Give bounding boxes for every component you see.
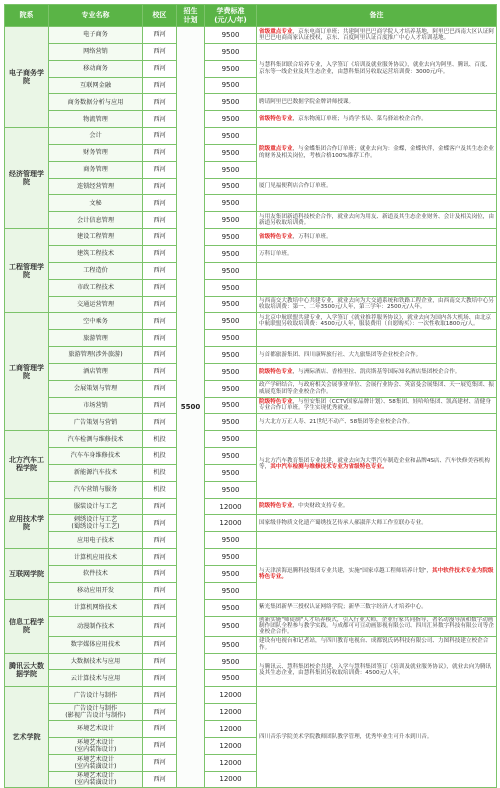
tuition-fee: 9500 bbox=[205, 549, 257, 566]
table-row bbox=[5, 195, 497, 212]
remark-highlight: 院级重点专业 bbox=[259, 146, 293, 153]
campus-name: 西河 bbox=[143, 397, 177, 414]
remark-text: ，中央财政支持专业。 bbox=[292, 503, 349, 510]
remark-text: 紫光集团新华三授权认证网络学院；新华三数字经济人才培养中心。 bbox=[259, 604, 427, 611]
college-name: 工商管理学院 bbox=[5, 313, 49, 431]
tuition-fee: 9500 bbox=[205, 397, 257, 414]
remark-text: 政产学研结合，与政府相关会展事业单位、会展行业协会、英富曼会展集团、天一展览集团、振威展览集团等企业校企合作。 bbox=[259, 382, 494, 395]
table-row bbox=[5, 515, 497, 532]
major-name: 会计信息管理 bbox=[49, 212, 143, 229]
header-fee: 学费标准 (元/人/年) bbox=[205, 5, 257, 27]
campus-name: 机投 bbox=[143, 464, 177, 481]
campus-name: 西河 bbox=[143, 144, 177, 161]
campus-name: 西河 bbox=[143, 128, 177, 145]
tuition-fee: 12000 bbox=[205, 771, 257, 788]
tuition-fee: 12000 bbox=[205, 721, 257, 738]
major-name: 网络营销 bbox=[49, 43, 143, 60]
tuition-fee: 9500 bbox=[205, 599, 257, 616]
tuition-fee: 12000 bbox=[205, 754, 257, 771]
remark-highlight: 省级特色专业 bbox=[259, 233, 293, 240]
campus-name: 西河 bbox=[143, 721, 177, 738]
table-row bbox=[5, 128, 497, 145]
remark-highlight: 院级特色专业 bbox=[259, 368, 293, 375]
major-name: 计算机应用技术 bbox=[49, 549, 143, 566]
table-row bbox=[5, 414, 497, 431]
tuition-fee: 9500 bbox=[205, 380, 257, 397]
major-name: 数字媒体应用技术 bbox=[49, 636, 143, 653]
table-body bbox=[5, 27, 497, 788]
college-name: 互联网学院 bbox=[5, 549, 49, 600]
table-row bbox=[5, 599, 497, 616]
remark-text: 四川音乐学院美术学院教师团队教学管理，优秀毕业生可升本到川音。 bbox=[259, 734, 433, 741]
remark-highlight: 省级重点专业 bbox=[259, 28, 293, 35]
campus-name: 西河 bbox=[143, 704, 177, 721]
major-name: 空中乘务 bbox=[49, 313, 143, 330]
major-name: 环境艺术设计 bbox=[49, 721, 143, 738]
remark-text: 与北京中航联盟共建专业，入学签订《就业推荐服务协议》，就业去向为国内各大机场、由北京中航联盟另收取培训费：4500元/人年，服装费用（自愿购买）：一次性收取1800元/人。 bbox=[259, 314, 492, 328]
tuition-fee: 9500 bbox=[205, 330, 257, 347]
tuition-fee: 9500 bbox=[205, 212, 257, 229]
major-name: 工程造价 bbox=[49, 262, 143, 279]
major-name: 刺绣设计与工艺 (蜀绣设计与工艺) bbox=[49, 515, 143, 532]
major-name: 动漫制作技术 bbox=[49, 616, 143, 636]
table-row bbox=[5, 431, 497, 448]
header-row bbox=[5, 5, 497, 27]
campus-name: 机投 bbox=[143, 481, 177, 498]
remark-text: 与首都旅游集团、四川康辉旅行社、大九旅集团等企业校企合作。 bbox=[259, 351, 422, 358]
tuition-fee: 9500 bbox=[205, 481, 257, 498]
remark bbox=[257, 687, 497, 788]
remark-text: 与大北方万正人寿、21世纪不动产、58集团等企业校企合作。 bbox=[259, 419, 414, 426]
campus-name: 西河 bbox=[143, 599, 177, 616]
campus-name: 机投 bbox=[143, 448, 177, 465]
major-name: 旅游管理 bbox=[49, 330, 143, 347]
tuition-fee: 9500 bbox=[205, 448, 257, 465]
remark bbox=[257, 195, 497, 212]
remark bbox=[257, 296, 497, 313]
enrollment-table bbox=[4, 4, 497, 788]
major-name: 广告设计与制作 (影视广告设计与制作) bbox=[49, 704, 143, 721]
remark bbox=[257, 397, 497, 414]
remark-text: 万科订单班。 bbox=[259, 250, 293, 257]
major-name: 交通运营管理 bbox=[49, 296, 143, 313]
remark-text: 与天津滨海迅腾科技集团专业共建，实施"国家卓越工程师培养计划"， bbox=[259, 567, 432, 574]
remark-text: 建设有电视台和记者站，与四川教育电视台、成都锐氏码科技有限公司、力图科技建立校企合作。 bbox=[259, 638, 489, 651]
tuition-fee: 9500 bbox=[205, 161, 257, 178]
remark-text: 聘请阿里巴巴数据学院金牌讲师授课。 bbox=[259, 99, 355, 106]
remark bbox=[257, 599, 497, 616]
remark-text: 厦门见福便利店合作订单班。 bbox=[259, 183, 332, 190]
campus-name: 西河 bbox=[143, 229, 177, 246]
major-name: 商务数据分析与应用 bbox=[49, 94, 143, 111]
tuition-fee: 9500 bbox=[205, 670, 257, 687]
table-row bbox=[5, 178, 497, 195]
major-name: 文秘 bbox=[49, 195, 143, 212]
header-note: 备注 bbox=[257, 5, 497, 27]
remark bbox=[257, 27, 497, 44]
campus-name: 西河 bbox=[143, 771, 177, 788]
major-name: 汽车检测与维修技术 bbox=[49, 431, 143, 448]
campus-name: 西河 bbox=[143, 414, 177, 431]
major-name: 计算机网络技术 bbox=[49, 599, 143, 616]
campus-name: 西河 bbox=[143, 653, 177, 670]
remark bbox=[257, 363, 497, 380]
header-campus: 校区 bbox=[143, 5, 177, 27]
campus-name: 西河 bbox=[143, 582, 177, 599]
tuition-fee: 9500 bbox=[205, 313, 257, 330]
campus-name: 西河 bbox=[143, 549, 177, 566]
campus-name: 西河 bbox=[143, 566, 177, 583]
campus-name: 西河 bbox=[143, 279, 177, 296]
major-name: 会展策划与管理 bbox=[49, 380, 143, 397]
enrollment-table-container bbox=[4, 4, 496, 787]
remark bbox=[257, 43, 497, 94]
remark bbox=[257, 532, 497, 549]
remark bbox=[257, 212, 497, 229]
table-row bbox=[5, 313, 497, 330]
tuition-fee: 9500 bbox=[205, 60, 257, 77]
remark bbox=[257, 515, 497, 532]
remark bbox=[257, 229, 497, 246]
tuition-fee: 12000 bbox=[205, 737, 257, 754]
tuition-fee: 9500 bbox=[205, 262, 257, 279]
remark bbox=[257, 111, 497, 128]
major-name: 酒店管理 bbox=[49, 363, 143, 380]
tuition-fee: 9500 bbox=[205, 77, 257, 94]
major-name: 旅游管理(涉外旅游) bbox=[49, 347, 143, 364]
tuition-fee: 9500 bbox=[205, 532, 257, 549]
major-name: 汽车车身维修技术 bbox=[49, 448, 143, 465]
campus-name: 西河 bbox=[143, 60, 177, 77]
remark-text: ，与洲际酒店、香格里拉、凯宾斯基等国际知名酒店集团校企合作。 bbox=[292, 368, 461, 375]
campus-name: 西河 bbox=[143, 380, 177, 397]
table-row bbox=[5, 532, 497, 549]
college-name: 信息工程学院 bbox=[5, 599, 49, 653]
campus-name: 西河 bbox=[143, 212, 177, 229]
remark bbox=[257, 313, 497, 330]
campus-name: 西河 bbox=[143, 754, 177, 771]
table-row bbox=[5, 43, 497, 60]
tuition-fee: 9500 bbox=[205, 653, 257, 670]
major-name: 建设工程管理 bbox=[49, 229, 143, 246]
major-name: 环境艺术设计 (室内装饰设计) bbox=[49, 737, 143, 754]
remark-highlight: 其中软件技术专业为院级特色专业。 bbox=[259, 567, 494, 580]
major-name: 服装设计与工艺 bbox=[49, 498, 143, 515]
major-name: 互联网金融 bbox=[49, 77, 143, 94]
tuition-fee: 9500 bbox=[205, 111, 257, 128]
table-row bbox=[5, 245, 497, 262]
tuition-fee: 9500 bbox=[205, 431, 257, 448]
table-row bbox=[5, 397, 497, 414]
table-row bbox=[5, 363, 497, 380]
campus-name: 西河 bbox=[143, 245, 177, 262]
major-name: 应用电子技术 bbox=[49, 532, 143, 549]
major-name: 市场营销 bbox=[49, 397, 143, 414]
remark-text: ，万科订单班。 bbox=[292, 233, 332, 240]
campus-name: 西河 bbox=[143, 498, 177, 515]
table-row bbox=[5, 549, 497, 566]
remark bbox=[257, 94, 497, 111]
major-name: 建筑工程技术 bbox=[49, 245, 143, 262]
table-row bbox=[5, 262, 497, 279]
tuition-fee: 9500 bbox=[205, 245, 257, 262]
remark-text: ，与金蝶集团合作订单班；就业去向为：金蝶，金蝶伙伴，金蝶客户及其生态企业的财务及相关岗位，考核合格100%推荐工作。 bbox=[259, 146, 494, 159]
table-row bbox=[5, 687, 497, 704]
major-name: 市政工程技术 bbox=[49, 279, 143, 296]
campus-name: 西河 bbox=[143, 616, 177, 636]
tuition-fee: 9500 bbox=[205, 414, 257, 431]
header-college: 院系 bbox=[5, 5, 49, 27]
remark bbox=[257, 431, 497, 498]
table-row bbox=[5, 27, 497, 44]
remark bbox=[257, 636, 497, 653]
major-name: 广告策划与营销 bbox=[49, 414, 143, 431]
remark-text: ，与恒安集团（CCTV国家品牌计划）、58集团、娃哈哈集团、凯高建材、清健身专业合作订单班。学生实现优秀就业。 bbox=[259, 399, 491, 412]
table-row bbox=[5, 653, 497, 670]
college-name: 应用技术学院 bbox=[5, 498, 49, 549]
remark-text: 与西南交大教培中心共建专业，就业去向为大交通系统和铁路工程企业，由西南交大教培中心另收取培训费：第一、二年3500元/人年，第三学年：2500元/人年。 bbox=[259, 298, 494, 311]
major-name: 移动应用开发 bbox=[49, 582, 143, 599]
tuition-fee: 9500 bbox=[205, 27, 257, 44]
campus-name: 西河 bbox=[143, 347, 177, 364]
major-name: 商务管理 bbox=[49, 161, 143, 178]
campus-name: 西河 bbox=[143, 687, 177, 704]
remark bbox=[257, 245, 497, 262]
total-plan: 5500 bbox=[177, 27, 205, 788]
table-row bbox=[5, 111, 497, 128]
college-name: 工程管理学院 bbox=[5, 229, 49, 313]
tuition-fee: 12000 bbox=[205, 704, 257, 721]
tuition-fee: 9500 bbox=[205, 296, 257, 313]
campus-name: 西河 bbox=[143, 670, 177, 687]
major-name: 汽车营销与服务 bbox=[49, 481, 143, 498]
major-name: 物流管理 bbox=[49, 111, 143, 128]
tuition-fee: 9500 bbox=[205, 566, 257, 583]
major-name: 环境艺术设计 (室内装潢设计) bbox=[49, 754, 143, 771]
table-row bbox=[5, 636, 497, 653]
campus-name: 西河 bbox=[143, 313, 177, 330]
major-name: 广告设计与制作 bbox=[49, 687, 143, 704]
tuition-fee: 9500 bbox=[205, 43, 257, 60]
major-name: 财务管理 bbox=[49, 144, 143, 161]
college-name: 艺术学院 bbox=[5, 687, 49, 788]
tuition-fee: 12000 bbox=[205, 515, 257, 532]
major-name: 移动商务 bbox=[49, 60, 143, 77]
major-name: 云计算技术与应用 bbox=[49, 670, 143, 687]
remark-text: ，京东物流订单班；与尚学书局、菜鸟驿站校企合作。 bbox=[292, 115, 427, 122]
remark-highlight: 院级特色专业 bbox=[259, 503, 293, 510]
remark bbox=[257, 178, 497, 195]
table-row bbox=[5, 212, 497, 229]
campus-name: 西河 bbox=[143, 195, 177, 212]
remark-text: 与北方汽车教育集团专业共建，就业去向为大型汽车制造企业和品牌4S店、汽车快修美容机构等， bbox=[259, 458, 490, 471]
major-name: 电子商务 bbox=[49, 27, 143, 44]
table-row bbox=[5, 330, 497, 347]
remark-text: ，京东电商订单班；共建阿里巴巴商学院人才培养基地，阿里巴巴西南大区认证阿里巴巴电商商家认证授权，京东、百度阿里认证百度推广中心人才培训基地。 bbox=[259, 28, 494, 41]
major-name: 软件技术 bbox=[49, 566, 143, 583]
major-name: 会计 bbox=[49, 128, 143, 145]
tuition-fee: 12000 bbox=[205, 498, 257, 515]
remark-highlight: 院级特色专业 bbox=[259, 399, 293, 406]
tuition-fee: 9500 bbox=[205, 178, 257, 195]
remark bbox=[257, 347, 497, 364]
table-row bbox=[5, 616, 497, 636]
table-row bbox=[5, 94, 497, 111]
tuition-fee: 9500 bbox=[205, 94, 257, 111]
campus-name: 机投 bbox=[143, 431, 177, 448]
remark bbox=[257, 330, 497, 347]
campus-name: 西河 bbox=[143, 636, 177, 653]
remark bbox=[257, 262, 497, 279]
college-name: 北方汽车工程学院 bbox=[5, 431, 49, 498]
remark-highlight: 省级特色专业 bbox=[259, 115, 293, 122]
table-row bbox=[5, 498, 497, 515]
table-row bbox=[5, 279, 497, 296]
tuition-fee: 9500 bbox=[205, 229, 257, 246]
remark bbox=[257, 549, 497, 600]
campus-name: 西河 bbox=[143, 111, 177, 128]
campus-name: 西河 bbox=[143, 296, 177, 313]
table-row bbox=[5, 347, 497, 364]
remark bbox=[257, 279, 497, 296]
campus-name: 西河 bbox=[143, 515, 177, 532]
major-name: 连锁经营管理 bbox=[49, 178, 143, 195]
campus-name: 西河 bbox=[143, 43, 177, 60]
tuition-fee: 9500 bbox=[205, 636, 257, 653]
remark-text: 创新实施"师徒制"人才培养模式，引入行业大师，企业行家共同指导，著名动漫导演和数字动画制作团队全程参与教学实践。与成都可可豆动画影视有限公司、四川汇昇数字科技有限公司等企业校企合作。 bbox=[259, 616, 494, 636]
remark-text: 国家级非物质文化遗产蜀绣技艺传承人郝淑萍大师工作室联办专业。 bbox=[259, 520, 427, 527]
campus-name: 西河 bbox=[143, 94, 177, 111]
campus-name: 西河 bbox=[143, 77, 177, 94]
remark bbox=[257, 414, 497, 431]
tuition-fee: 9500 bbox=[205, 616, 257, 636]
header-major: 专业名称 bbox=[49, 5, 143, 27]
college-name: 电子商务学院 bbox=[5, 27, 49, 128]
major-name: 新能源汽车技术 bbox=[49, 464, 143, 481]
remark bbox=[257, 653, 497, 687]
remark bbox=[257, 616, 497, 636]
remark bbox=[257, 380, 497, 397]
college-name: 经济管理学院 bbox=[5, 128, 49, 229]
tuition-fee: 9500 bbox=[205, 363, 257, 380]
remark-text: 与腾讯云、慧科集团校企共建，入学与慧科集团签订《培训及就业服务协议》，就业去向为腾讯及其生态企业，由慧科集团另收取培训费：4500元/人年。 bbox=[259, 663, 492, 676]
header-plan: 招生 计划 bbox=[177, 5, 205, 27]
campus-name: 西河 bbox=[143, 737, 177, 754]
college-name: 腾讯云大数据学院 bbox=[5, 653, 49, 687]
tuition-fee: 9500 bbox=[205, 195, 257, 212]
major-name: 大数据技术与应用 bbox=[49, 653, 143, 670]
campus-name: 西河 bbox=[143, 532, 177, 549]
remark-highlight: 其中汽车检测与维修技术专业为省级特色专业。 bbox=[270, 464, 388, 471]
tuition-fee: 9500 bbox=[205, 582, 257, 599]
remark-text: 与慧科集团联合培养专业，入学签订《培训及就业服务协议》，就业去向为阿里、腾讯、百度、京东等一线企业及其生态企业，由慧科集团另收取运营培训费：3000元/年。 bbox=[259, 62, 492, 75]
campus-name: 西河 bbox=[143, 363, 177, 380]
table-row bbox=[5, 296, 497, 313]
remark bbox=[257, 128, 497, 179]
campus-name: 西河 bbox=[143, 27, 177, 44]
campus-name: 西河 bbox=[143, 262, 177, 279]
table-row bbox=[5, 229, 497, 246]
campus-name: 西河 bbox=[143, 161, 177, 178]
campus-name: 西河 bbox=[143, 178, 177, 195]
tuition-fee: 9500 bbox=[205, 347, 257, 364]
remark bbox=[257, 498, 497, 515]
tuition-fee: 9500 bbox=[205, 144, 257, 161]
remark-text: 与用友集团新道科技校企合作，就业去向为用友、新道及其生态企业财务、会计及相关岗位，由新道另收取培训费。 bbox=[259, 213, 494, 227]
tuition-fee: 9500 bbox=[205, 279, 257, 296]
major-name: 环境艺术设计 (室内装潢设计) bbox=[49, 771, 143, 788]
tuition-fee: 9500 bbox=[205, 128, 257, 145]
tuition-fee: 12000 bbox=[205, 687, 257, 704]
tuition-fee: 9500 bbox=[205, 464, 257, 481]
campus-name: 西河 bbox=[143, 330, 177, 347]
table-row bbox=[5, 380, 497, 397]
